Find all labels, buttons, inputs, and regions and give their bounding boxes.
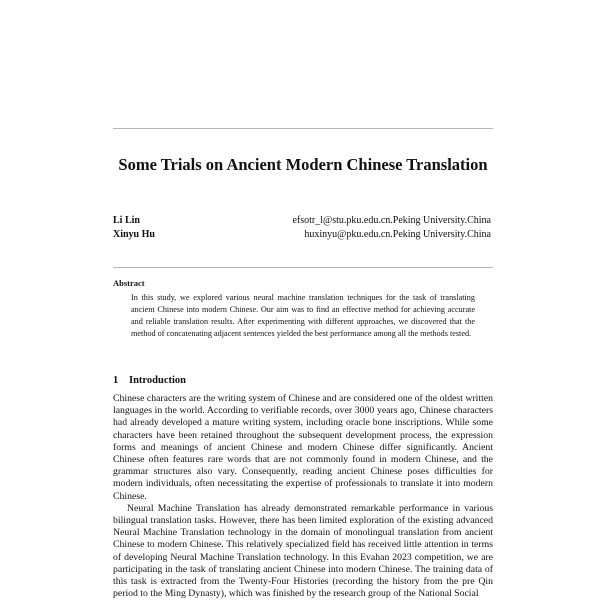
section-heading — [113, 374, 186, 388]
author-affiliation: huxinyu@pku.edu.cn.Peking University.China — [304, 229, 491, 240]
section-body — [113, 393, 493, 600]
top-rule — [113, 128, 493, 129]
body-paragraph: Neural Machine Translation has already demonstrated remarkable performance in various bilingual translation tasks. However, there has been limited exploration of the existing advanced Neural Machine Translation technology in the domain of monolingual translation from ancient Chinese to modern Chinese. This relatively specialized field has received little attention in terms of developing Neural Machine Translation technology. In this Evahan 2023 competition, we are participating in the task of translating ancient Chinese into modern Chinese. The training data of this task is extracted from the Twenty-Four Histories (recording the history from the pre Qin period to the Ming Dynasty), which was finished by the research group of the National Social — [113, 502, 493, 600]
paper-title: Some Trials on Ancient Modern Chinese Translation — [118, 155, 488, 174]
divider-rule — [113, 267, 493, 268]
author-name: Li Lin — [113, 215, 140, 226]
author-affiliation: efsotr_l@stu.pku.edu.cn.Peking University.China — [292, 215, 491, 226]
abstract-text: In this study, we explored various neural machine translation techniques for the task of translating ancient Chinese into modern Chinese. Our aim was to find an effective method for achieving accurate and reliable translation results. After experimenting with different approaches, we discovered that the method of concatenating adjacent sentences yielded the best performance among all the methods tested. — [131, 293, 475, 339]
author-name: Xinyu Hu — [113, 229, 155, 240]
section-title: Introduction — [129, 375, 186, 386]
body-paragraph: Chinese characters are the writing system of Chinese and are considered one of the oldest written languages in the world. According to verifiable records, over 3000 years ago, Chinese characters had already developed a mature writing system, including oracle bone inscriptions. While some characters have been retained throughout the subsequent development process, the expression forms and meanings of ancient Chinese and modern Chinese differ significantly. Ancient Chinese often features rare words that are not commonly found in modern Chinese, and the grammar structures also vary. Consequently, reading ancient Chinese poses difficulties for modern individuals, often necessitating the expertise of professionals to translate it into modern Chinese. — [113, 393, 493, 502]
abstract-heading: Abstract — [113, 278, 145, 288]
section-number: 1 — [113, 375, 119, 386]
